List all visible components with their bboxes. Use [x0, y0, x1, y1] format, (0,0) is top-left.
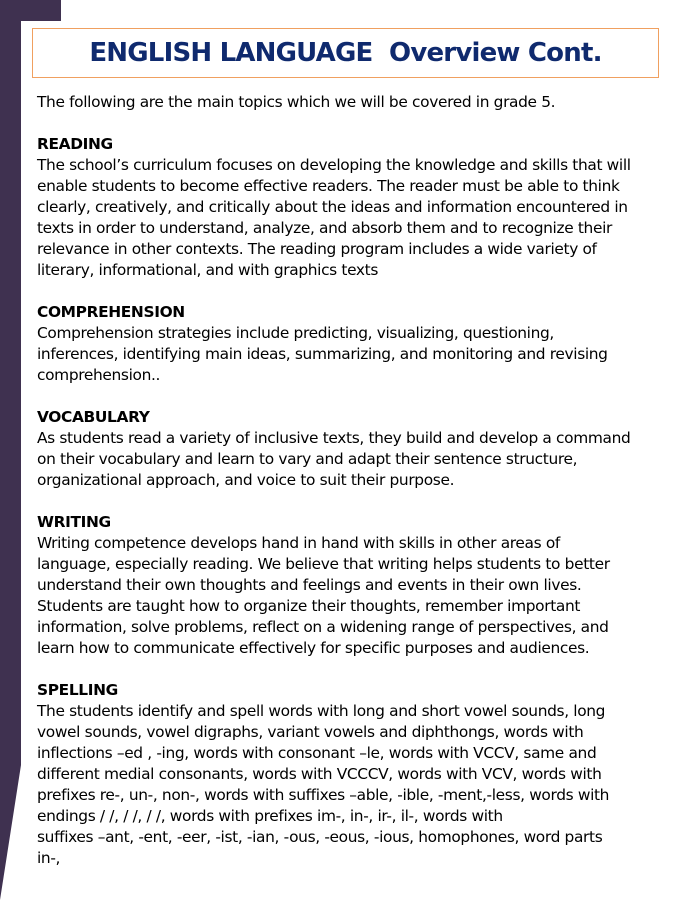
section-body: As students read a variety of inclusive texts, they build and develop a command on their vocabulary and learn to vary and adapt their sentence structure, organizational approach, and voice to suit their purpose. [37, 429, 631, 489]
section-vocabulary [37, 407, 667, 491]
section-body: Comprehension strategies include predicting, visualizing, questioning, inferences, identifying main ideas, summarizing, and monitoring and revising comprehension.. [37, 324, 608, 384]
section-heading: WRITING [37, 513, 111, 531]
page-title: ENGLISH LANGUAGE Overview Cont. [89, 38, 602, 68]
section-heading: COMPREHENSION [37, 303, 185, 321]
section-body: The students identify and spell words with long and short vowel sounds, long vowel sounds, vowel digraphs, variant vowels and diphthongs, words with inflections –ed , -ing, words with consonant –le, words with VCCV, same and different medial consonants, words with VCCCV, words with VCV, words with prefixes re-, un-, non-, words with suffixes –able, -ible, -ment,-less, words with endings / /, / /, / /, words with prefixes im-, in-, ir-, il-, words with suffixes –ant, -ent, -eer, -ist, -ian, -ous, -eous, -ious, homophones, word parts in-, [37, 702, 610, 867]
section-reading [37, 134, 667, 281]
document-content [37, 92, 667, 890]
title-box [32, 28, 659, 78]
section-comprehension [37, 302, 667, 386]
intro-text: The following are the main topics which we will be covered in grade 5. [37, 93, 556, 111]
section-heading: SPELLING [37, 681, 118, 699]
section-heading: VOCABULARY [37, 408, 150, 426]
sidebar-accent-bar [0, 0, 21, 900]
section-writing [37, 512, 667, 659]
section-body: Writing competence develops hand in hand with skills in other areas of language, especially reading. We believe that writing helps students to better understand their own thoughts and feelings and events in their own lives. Students are taught how to organize their thoughts, remember important information, solve problems, reflect on a widening range of perspectives, and learn how to communicate effectively for specific purposes and audiences. [37, 534, 610, 657]
section-heading: READING [37, 135, 113, 153]
section-spelling [37, 680, 667, 869]
section-body: The school’s curriculum focuses on developing the knowledge and skills that will enable students to become effective readers. The reader must be able to think clearly, creatively, and critically about the ideas and information encountered in texts in order to understand, analyze, and absorb them and to recognize their relevance in other contexts. The reading program includes a wide variety of literary, informational, and with graphics texts [37, 156, 631, 279]
